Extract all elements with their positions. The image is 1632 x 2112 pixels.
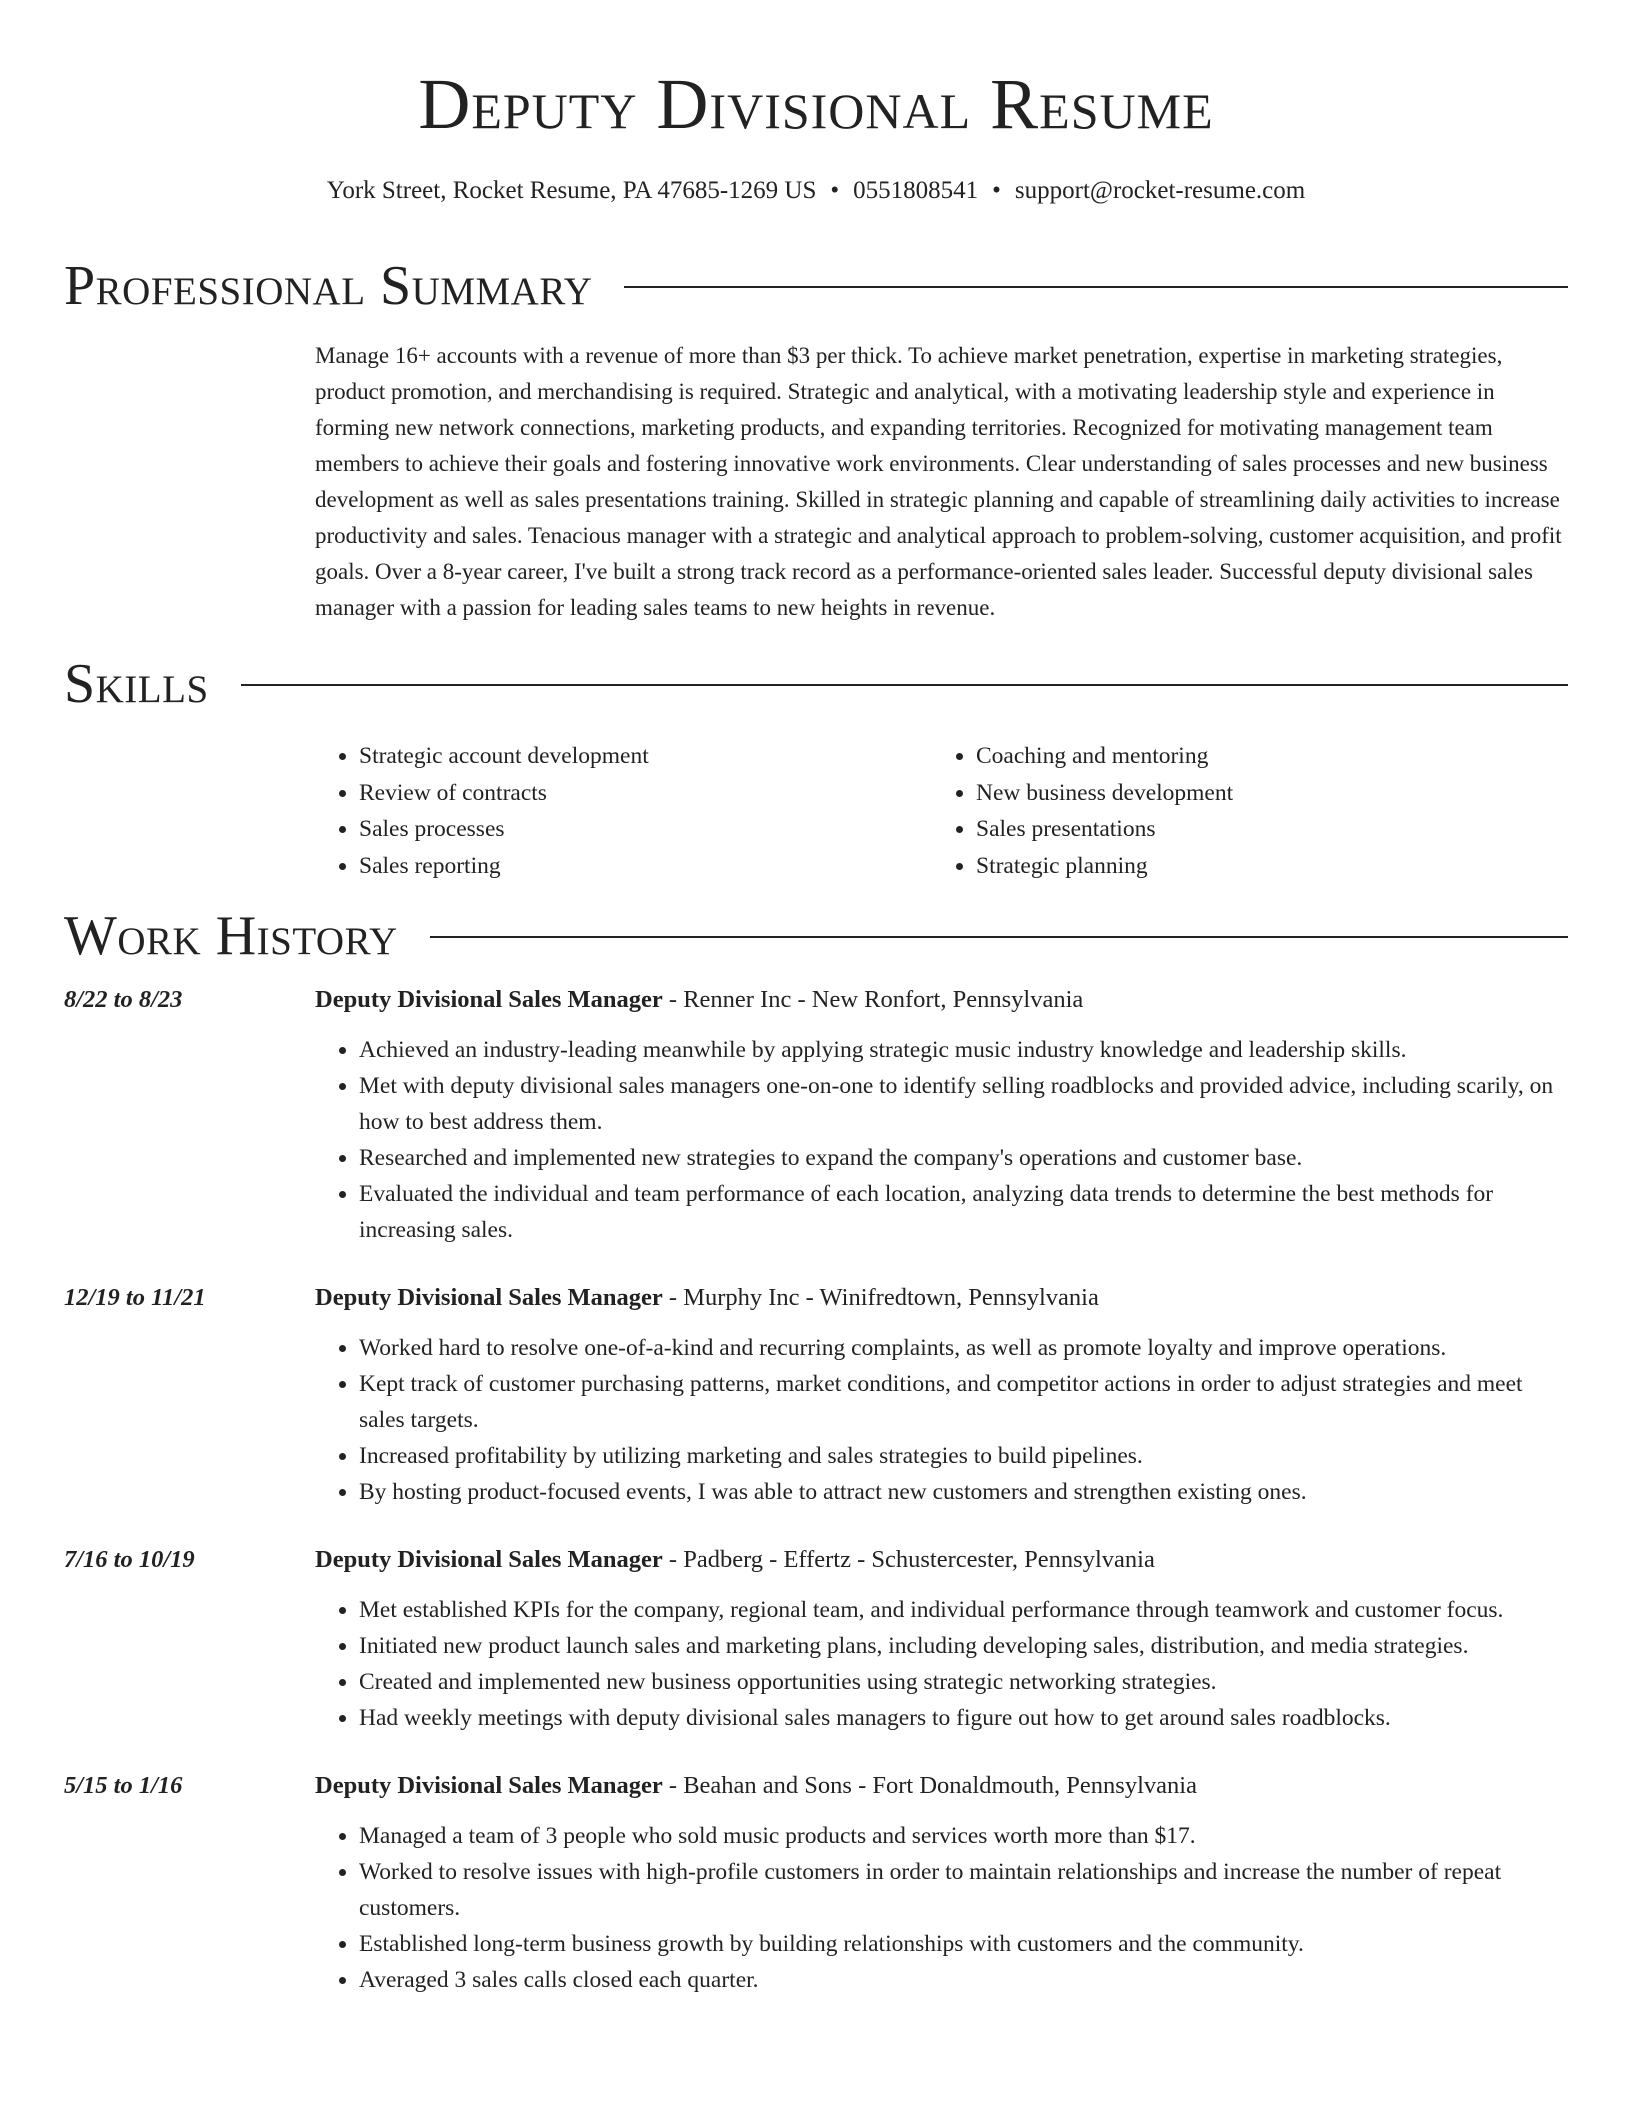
job-bullet: • Initiated new product launch sales and marketing plans, including developing sales, distribution, and media strategies. — [359, 1628, 1568, 1664]
job-employer: - Renner Inc - New Ronfort, Pennsylvania — [662, 986, 1084, 1013]
section-divider — [241, 684, 1568, 686]
job-bullet: • Averaged 3 sales calls closed each quarter. — [359, 1962, 1568, 1998]
job-bullet: • Had weekly meetings with deputy divisional sales managers to figure out how to get around sales roadblocks. — [359, 1700, 1568, 1736]
section-divider — [430, 936, 1568, 938]
job-bullet: • Achieved an industry-leading meanwhile by applying strategic music industry knowledge and leadership skills. — [359, 1032, 1568, 1068]
summary-heading: Professional Summary — [64, 255, 593, 317]
contact-email: support@rocket-resume.com — [1014, 177, 1306, 204]
job-employer: - Beahan and Sons - Fort Donaldmouth, Pennsylvania — [662, 1772, 1197, 1799]
job-bullet: • Established long-term business growth by building relationships with customers and the community. — [359, 1926, 1568, 1962]
contact-line — [64, 176, 1568, 206]
skill-item: • Review of contracts — [359, 775, 932, 812]
job-header — [64, 1542, 1568, 1578]
summary-section-header — [64, 256, 1568, 316]
job-title: Deputy Divisional Sales Manager — [315, 1284, 663, 1311]
skills-column-right — [932, 738, 1549, 884]
skill-item: • Sales presentations — [976, 811, 1549, 848]
job-heading-line — [315, 1542, 1155, 1578]
job-title: Deputy Divisional Sales Manager — [315, 1546, 663, 1573]
contact-separator: • — [992, 177, 1001, 204]
job-bullets — [315, 1330, 1568, 1510]
job-bullet: • Evaluated the individual and team performance of each location, analyzing data trends to determine the best methods for increasing sales. — [359, 1176, 1568, 1248]
skill-item: • Strategic account development — [359, 738, 932, 775]
work-heading: Work History — [64, 905, 398, 967]
skill-item: • New business development — [976, 775, 1549, 812]
skill-item: • Sales reporting — [359, 848, 932, 885]
contact-address: York Street, Rocket Resume, PA 47685-1269 US — [326, 177, 817, 204]
resume-page — [64, 0, 1568, 1998]
job-bullet: • Created and implemented new business opportunities using strategic networking strategies. — [359, 1664, 1568, 1700]
job-title: Deputy Divisional Sales Manager — [315, 1772, 663, 1799]
skill-item: • Sales processes — [359, 811, 932, 848]
job-bullet: • Met with deputy divisional sales managers one-on-one to identify selling roadblocks and provided advice, including scarily, on how to best address them. — [359, 1068, 1568, 1140]
skill-item: • Strategic planning — [976, 848, 1549, 885]
job-dates: 5/15 to 1/16 — [64, 1772, 183, 1799]
resume-title: Deputy Divisional Resume — [418, 64, 1214, 144]
work-section-header — [64, 906, 1568, 966]
job-bullet: • Met established KPIs for the company, regional team, and individual performance through teamwork and customer focus. — [359, 1592, 1568, 1628]
job-heading-line — [315, 1768, 1197, 1804]
job-bullets — [315, 1592, 1568, 1736]
section-divider — [624, 286, 1568, 288]
job-heading-line — [315, 982, 1083, 1018]
contact-separator: • — [830, 177, 840, 204]
job-bullet: • Worked to resolve issues with high-profile customers in order to maintain relationships and increase the number of repeat customers. — [359, 1854, 1568, 1926]
job-bullet: • Researched and implemented new strategies to expand the company's operations and customer base. — [359, 1140, 1568, 1176]
job-dates: 8/22 to 8/23 — [64, 986, 183, 1013]
skills-column-left — [315, 738, 932, 884]
job-entry — [64, 1768, 1568, 1998]
job-header — [64, 1280, 1568, 1316]
job-bullet: • Worked hard to resolve one-of-a-kind and recurring complaints, as well as promote loyalty and improve operations. — [359, 1330, 1568, 1366]
job-header — [64, 982, 1568, 1018]
skills-section-header — [64, 654, 1568, 714]
job-entry — [64, 982, 1568, 1248]
job-employer: - Murphy Inc - Winifredtown, Pennsylvania — [662, 1284, 1099, 1311]
job-bullets — [315, 1032, 1568, 1248]
skills-list — [315, 738, 1568, 884]
job-bullet: • Increased profitability by utilizing marketing and sales strategies to build pipelines. — [359, 1438, 1568, 1474]
contact-phone: 0551808541 — [853, 177, 979, 204]
job-entry — [64, 1542, 1568, 1736]
job-bullet: • Kept track of customer purchasing patterns, market conditions, and competitor actions in order to adjust strategies and meet sales targets. — [359, 1366, 1568, 1438]
job-employer: - Padberg - Effertz - Schustercester, Pennsylvania — [662, 1546, 1155, 1573]
job-bullet: • Managed a team of 3 people who sold music products and services worth more than $17. — [359, 1818, 1568, 1854]
job-title: Deputy Divisional Sales Manager — [315, 986, 663, 1013]
job-header — [64, 1768, 1568, 1804]
summary-text: Manage 16+ accounts with a revenue of more than $3 per thick. To achieve market penetration, expertise in marketing strategies, product promotion, and merchandising is required. Strategic and analytical, with a motivating leadership style and experience in forming new network connections, marketing products, and expanding territories. Recognized for motivating management team members to achieve their goals and fostering innovative work environments. Clear understanding of sales processes and new business development as well as sales presentations training. Skilled in strategic planning and capable of streamlining daily activities to increase productivity and sales. Tenacious manager with a strategic and analytical approach to problem-solving, customer acquisition, and profit goals. Over a 8-year career, I've built a strong track record as a performance-oriented sales leader. Successful deputy divisional sales manager with a passion for leading sales teams to new heights in revenue. — [315, 343, 1562, 620]
job-heading-line — [315, 1280, 1099, 1316]
job-entry — [64, 1280, 1568, 1510]
job-bullet: • By hosting product-focused events, I was able to attract new customers and strengthen existing ones. — [359, 1474, 1568, 1510]
job-dates: 12/19 to 11/21 — [64, 1284, 206, 1311]
job-bullets — [315, 1818, 1568, 1998]
job-dates: 7/16 to 10/19 — [64, 1546, 195, 1573]
skill-item: • Coaching and mentoring — [976, 738, 1549, 775]
skills-heading: Skills — [64, 653, 209, 715]
